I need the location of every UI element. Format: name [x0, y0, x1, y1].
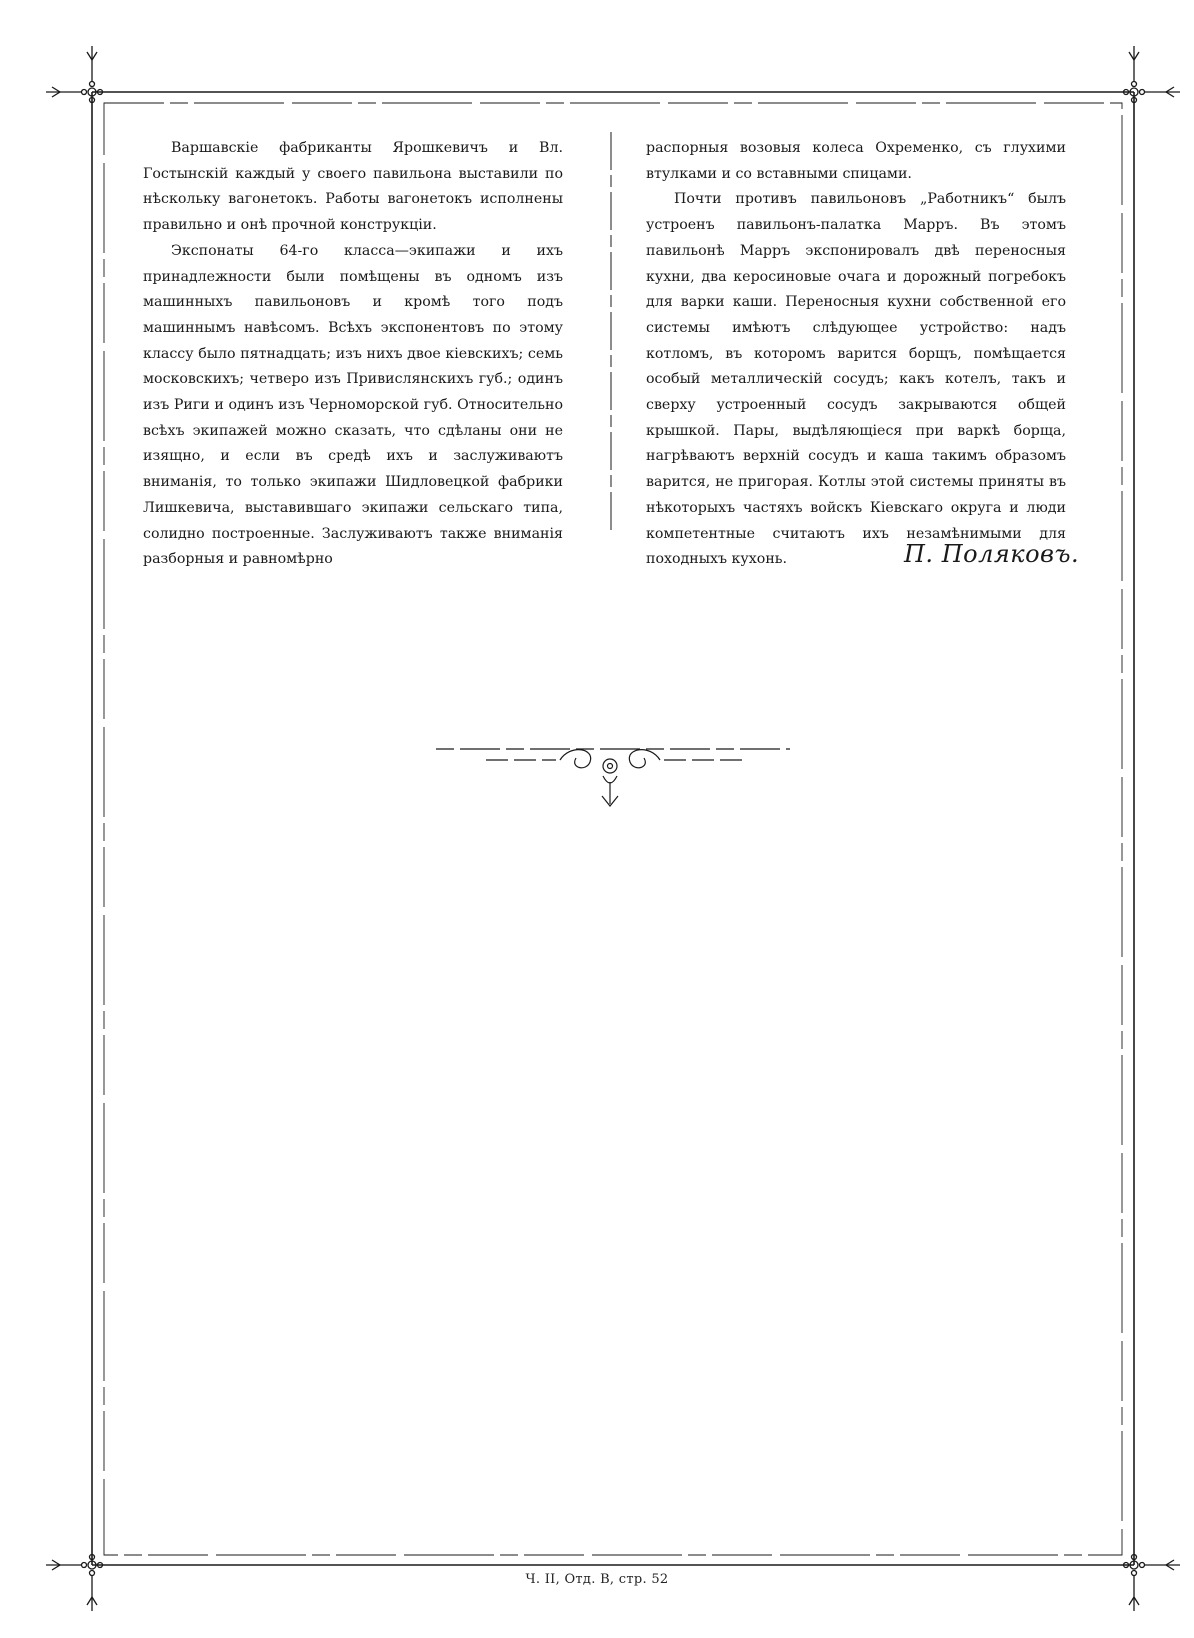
right-text-column: [646, 136, 1066, 573]
paragraph: распорныя возовыя колеса Охременко, съ глухими втулками и со вставными спицами.: [646, 140, 1066, 182]
paragraph: Варшавскіе фабриканты Ярошкевичъ и Вл. Гостынскій каждый у своего павильона выставили по нѣскольку вагонетокъ. Работы вагонетокъ исполнены правильно и онѣ прочной конструкціи.: [143, 140, 563, 234]
paragraph: Почти противъ павильоновъ „Работникъ“ былъ устроенъ павильонъ-палатка Марръ. Въ этомъ павильонѣ Марръ экспонировалъ двѣ переносныя кухни, два керосиновые очага и дорожный погребокъ для варки каши. Переносныя кухни собственной его системы имѣютъ слѣдующее устройство: надъ котломъ, въ которомъ варится борщъ, помѣщается особый металлическій сосудъ; какъ котелъ, такъ и сверху устроенный сосудъ закрываются общей крышкой. Пары, выдѣляющіеся при варкѣ борща, нагрѣваютъ верхній сосудъ и каша такимъ образомъ варится, не пригорая. Котлы этой системы приняты въ нѣкоторыхъ частяхъ войскъ Кіевскаго округа и люди компетентные считаютъ ихъ незамѣнимыми для походныхъ кухонь.: [646, 191, 1066, 568]
corner-ornament-top-left: [46, 46, 103, 103]
page-footer-reference: Ч. II, Отд. В, стр. 52: [525, 1572, 669, 1587]
paragraph: Экспонаты 64-го класса—экипажи и ихъ принадлежности были помѣщены въ одномъ изъ машинныхъ павильоновъ и кромѣ того подъ машиннымъ навѣсомъ. Всѣхъ экспонентовъ по этому классу было пятнадцать; изъ нихъ двое кіевскихъ; семь московскихъ; четверо изъ Привислянскихъ губ.; одинъ изъ Риги и одинъ изъ Черноморской губ. Относительно всѣхъ экипажей можно сказать, что сдѣланы они не изящно, и если въ средѣ ихъ и заслуживаютъ вниманія, то только экипажи Шидловецкой фабрики Лишкевича, выставившаго экипажи сельскаго типа, солидно построенные. Заслуживаютъ также вниманія разборныя и равномѣрно: [143, 242, 563, 568]
left-text-column: [143, 136, 563, 573]
center-flourish-ornament: [436, 749, 790, 806]
author-signature: П. Поляковъ.: [904, 540, 1080, 568]
corner-ornament-top-right: [1124, 46, 1181, 103]
